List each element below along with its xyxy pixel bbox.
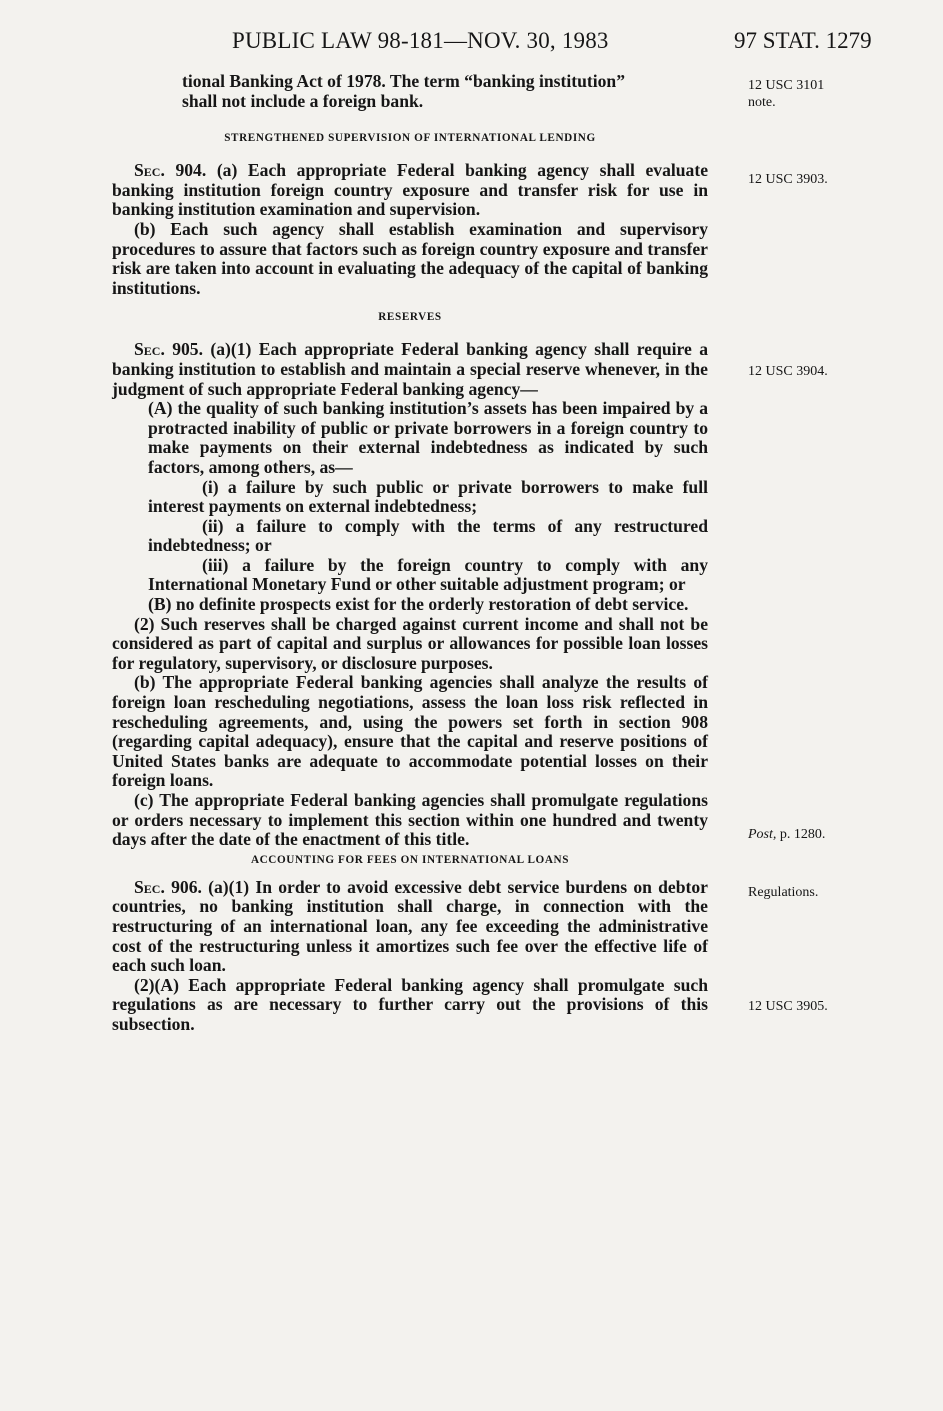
sec-label: Sec.	[134, 339, 165, 360]
margin-note-12usc3101	[748, 77, 824, 111]
section-906-2A: (2)(A) Each appropriate Federal banking agency shall promulgate such regulations as are necessary to further carry out the provisions of this subsection.	[112, 974, 708, 1034]
page-header-title: PUBLIC LAW 98-181—NOV. 30, 1983	[232, 28, 609, 53]
margin-note-line: note.	[748, 95, 776, 110]
section-905-i: (i) a failure by such public or private borrowers to make full interest payments on external indebtedness;	[148, 476, 708, 517]
section-905-a1	[112, 340, 708, 399]
post-italic: Post,	[748, 827, 777, 842]
section-904-b: (b) Each such agency shall establish examination and supervisory procedures to assure that factors such as foreign country exposure and transfer risk are taken into account in evaluating the adequacy of the capital of banking institutions.	[112, 218, 708, 298]
margin-note-12usc3904: 12 USC 3904.	[748, 364, 828, 379]
section-906-a1-text: 906. (a)(1) In order to avoid excessive debt service burdens on debtor countries, no banking institution shall charge, in connection with the restructuring of an international loan, any fee exceeding the administrative cost of the restructuring unless it amortizes such fee over the effective life of each such loan.	[112, 876, 708, 976]
margin-note-line: 12 USC 3101	[748, 78, 825, 93]
margin-note-12usc3905: 12 USC 3905.	[748, 999, 828, 1014]
page-header-stat: 97 STAT. 1279	[734, 28, 872, 53]
post-page: p. 1280.	[776, 827, 826, 842]
section-905-iii: (iii) a failure by the foreign country to comply with any International Monetary Fund or other suitable adjustment program; or	[148, 554, 708, 595]
sec-label: Sec.	[134, 876, 165, 897]
section-905-A: (A) the quality of such banking institution’s assets has been impaired by a protracted inability of public or private borrowers in a foreign country to make payments on their external indebtedness as indicated by such factors, among others, as—	[148, 398, 708, 477]
section-906-a1	[112, 878, 708, 976]
section-905-ii: (ii) a failure to comply with the terms of any restructured indebtedness; or	[148, 515, 708, 556]
main-text-column	[112, 72, 708, 1035]
margin-note-post	[748, 826, 825, 843]
section-904-a	[112, 161, 708, 220]
section-905-B: (B) no definite prospects exist for the orderly restoration of debt service.	[148, 594, 689, 615]
section-heading-fees: ACCOUNTING FOR FEES ON INTERNATIONAL LOANS	[250, 853, 570, 866]
margin-note-12usc3903: 12 USC 3903.	[748, 172, 828, 187]
section-905-a1-text: 905. (a)(1) Each appropriate Federal banking agency shall require a banking institution to establish and maintain a special reserve whenever, in the judgment of such appropriate Federal banking agency—	[112, 339, 708, 399]
sec-label: Sec.	[134, 160, 165, 181]
section-905-c: (c) The appropriate Federal banking agencies shall promulgate regulations or orders necessary to implement this section within one hundred and twenty days after the date of the enactment of this title.	[112, 790, 708, 850]
section-905-b: (b) The appropriate Federal banking agencies shall analyze the results of foreign loan rescheduling negotiations, assess the loan loss risk reflected in rescheduling agreements, and, using the powers set forth in section 908 (regarding capital adequacy), ensure that the capital and reserve positions of United States banks are adequate to accommodate potential losses on their foreign loans.	[112, 672, 708, 791]
section-heading-reserves: RESERVES	[378, 311, 442, 324]
section-905-2: (2) Such reserves shall be charged against current income and shall not be considered as part of capital and surplus or allowances for possible loan losses for regulatory, supervisory, or disclosure purposes.	[112, 613, 708, 673]
margin-note-regulations: Regulations.	[748, 885, 819, 900]
section-904-a-text: 904. (a) Each appropriate Federal banking agency shall evaluate banking institution foreign country exposure and transfer risk for use in banking institution examination and supervision.	[112, 160, 708, 220]
continuation-line-2: shall not include a foreign bank.	[182, 90, 424, 111]
section-heading-supervision: STRENGTHENED SUPERVISION OF INTERNATIONAL LENDING	[224, 132, 596, 145]
continuation-line-1: tional Banking Act of 1978. The term “banking institution”	[182, 71, 626, 91]
